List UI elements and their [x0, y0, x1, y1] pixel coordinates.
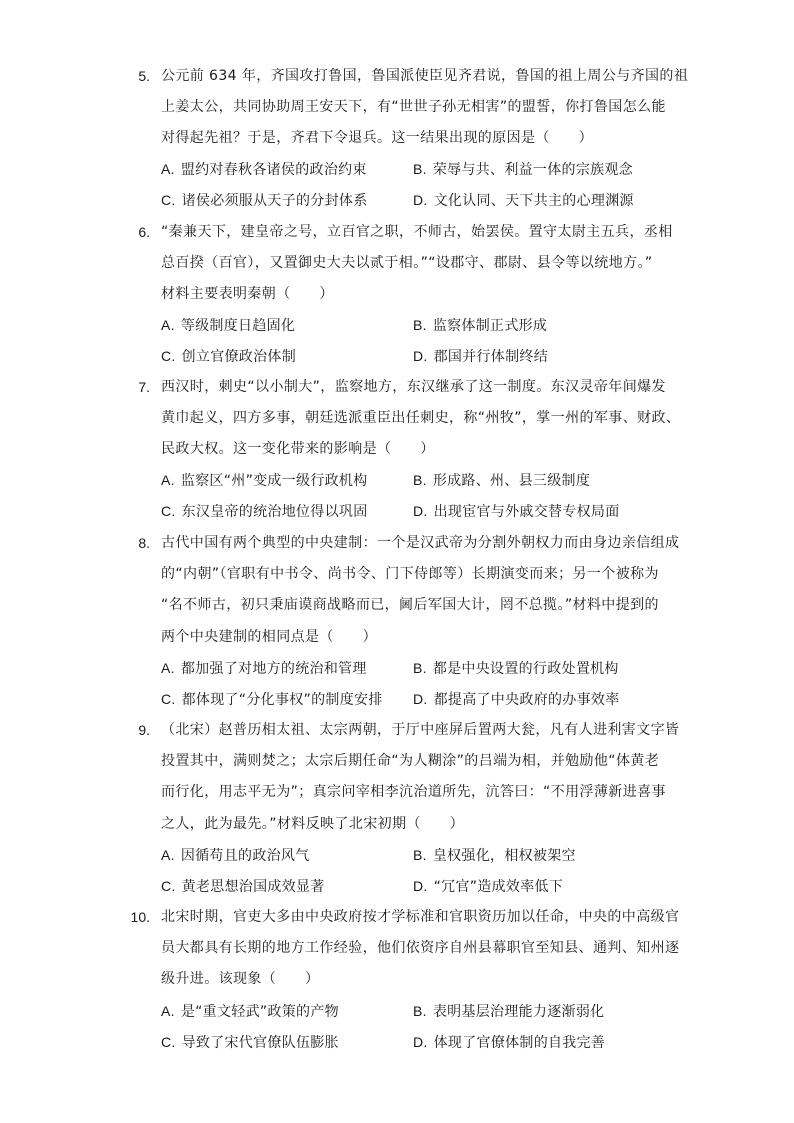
option-c[interactable]: C. 东汉皇帝的统治地位得以巩固 — [161, 503, 368, 520]
stem-line: 级升进。该现象（ ） — [161, 971, 320, 988]
question-stem — [161, 217, 681, 311]
question-number: 9. — [138, 722, 150, 738]
option-d[interactable]: D. 郡国并行体制终结 — [413, 348, 549, 365]
stem-line: 上姜太公，共同协助周王安天下，有“世世子孙无相害”的盟誓，你打鲁国怎么能 — [161, 99, 666, 116]
question-number: 7. — [138, 379, 150, 395]
stem-line: 两个中央建制的相同点是（ ） — [161, 628, 377, 645]
stem-line: （北宋）赵普历相太祖、太宗两朝，于厅中座屏后置两大瓮，凡有人进利害文字皆 — [161, 722, 680, 738]
stem-line: 员大都具有长期的地方工作经验，他们依资序自州县幕职官至知县、通判、知州逐 — [161, 940, 680, 957]
question-stem — [161, 372, 681, 466]
option-c[interactable]: C. 导致了宋代官僚队伍膨胀 — [161, 1034, 339, 1051]
stem-line: 之人，此为最先。”材料反映了北宋初期（ ） — [161, 815, 465, 832]
question-number: 8. — [138, 535, 150, 551]
question-number: 10. — [130, 909, 150, 925]
option-c[interactable]: C. 创立官僚政治体制 — [161, 348, 297, 365]
option-b[interactable]: B. 皇权强化，相权被架空 — [413, 847, 576, 864]
stem-line: 投置其中，满则焚之；太宗后期任命“为人糊涂”的吕端为相，并勉励他“体黄老 — [161, 753, 660, 770]
option-a[interactable]: A. 等级制度日趋固化 — [161, 317, 296, 334]
option-b[interactable]: B. 都是中央设置的行政处置机构 — [413, 660, 619, 677]
stem-line: 北宋时期，官吏大多由中央政府按才学标准和官职资历加以任命，中央的中高级官 — [161, 909, 680, 925]
stem-line: 公元前 634 年，齐国攻打鲁国，鲁国派使臣见齐君说，鲁国的祖上周公与齐国的祖 — [161, 68, 689, 84]
stem-line: 民政大权。这一变化带来的影响是（ ） — [161, 441, 435, 458]
option-c[interactable]: C. 诸侯必须服从天子的分封体系 — [161, 192, 368, 209]
stem-line: “名不师古，初只秉庙谟商战略而已，阃后军国大计，罔不总揽。”材料中提到的 — [161, 597, 659, 614]
stem-line: 而行化，用志平无为”；真宗问宰相李沆治道所先，沆答曰：“不用浮薄新进喜事 — [161, 784, 666, 801]
option-a[interactable]: A. 都加强了对地方的统治和管理 — [161, 660, 367, 677]
stem-line: 总百揆（百官），又置御史大夫以贰于相。”“设郡守、郡尉、县令等以统地方。” — [161, 255, 653, 272]
option-a[interactable]: A. 因循苟且的政治风气 — [161, 847, 310, 864]
option-d[interactable]: D. 文化认同、天下共主的心理渊源 — [413, 192, 634, 209]
question-stem — [161, 715, 681, 840]
stem-line: 材料主要表明秦朝（ ） — [161, 286, 334, 303]
option-d[interactable]: D. 体现了官僚体制的自我完善 — [413, 1034, 606, 1051]
stem-line: 的“内朝”（官职有中书令、尚书令、门下侍郎等）长期演变而来；另一个被称为 — [161, 566, 659, 583]
stem-line: 黄巾起义，四方多事，朝廷选派重臣出任刺史，称“州牧”，掌一州的军事、财政、 — [161, 410, 681, 427]
option-b[interactable]: B. 荣辱与共、利益一体的宗族观念 — [413, 161, 634, 178]
question-number: 5. — [138, 68, 150, 84]
option-a[interactable]: A. 盟约对春秋各诸侯的政治约束 — [161, 161, 367, 178]
question-stem — [161, 61, 689, 155]
question-number: 6. — [138, 224, 150, 240]
stem-line: 对得起先祖？于是，齐君下令退兵。这一结果出现的原因是（ ） — [161, 130, 593, 147]
option-d[interactable]: D. 出现宦官与外戚交替专权局面 — [413, 503, 620, 520]
question-stem — [161, 528, 681, 653]
option-d[interactable]: D. 都提高了中央政府的办事效率 — [413, 691, 620, 708]
option-c[interactable]: C. 黄老思想治国成效显著 — [161, 878, 325, 895]
option-b[interactable]: B. 表明基层治理能力逐渐弱化 — [413, 1003, 605, 1020]
question-stem — [161, 902, 681, 996]
option-b[interactable]: B. 监察体制正式形成 — [413, 317, 548, 334]
stem-line: 古代中国有两个典型的中央建制：一个是汉武帝为分割外朝权力而由身边亲信组成 — [161, 535, 680, 551]
stem-line: “秦兼天下，建皇帝之号，立百官之职，不师古，始罢侯。置守太尉主五兵，丞相 — [161, 224, 673, 240]
stem-line: 西汉时，刺史“以小制大”，监察地方，东汉继承了这一制度。东汉灵帝年间爆发 — [161, 379, 666, 395]
option-c[interactable]: C. 都体现了“分化事权”的制度安排 — [161, 691, 383, 708]
option-d[interactable]: D. “冗官”造成效率低下 — [413, 878, 564, 895]
option-b[interactable]: B. 形成路、州、县三级制度 — [413, 472, 591, 489]
option-a[interactable]: A. 是“重文轻武”政策的产物 — [161, 1003, 339, 1020]
option-a[interactable]: A. 监察区“州”变成一级行政机构 — [161, 472, 368, 489]
